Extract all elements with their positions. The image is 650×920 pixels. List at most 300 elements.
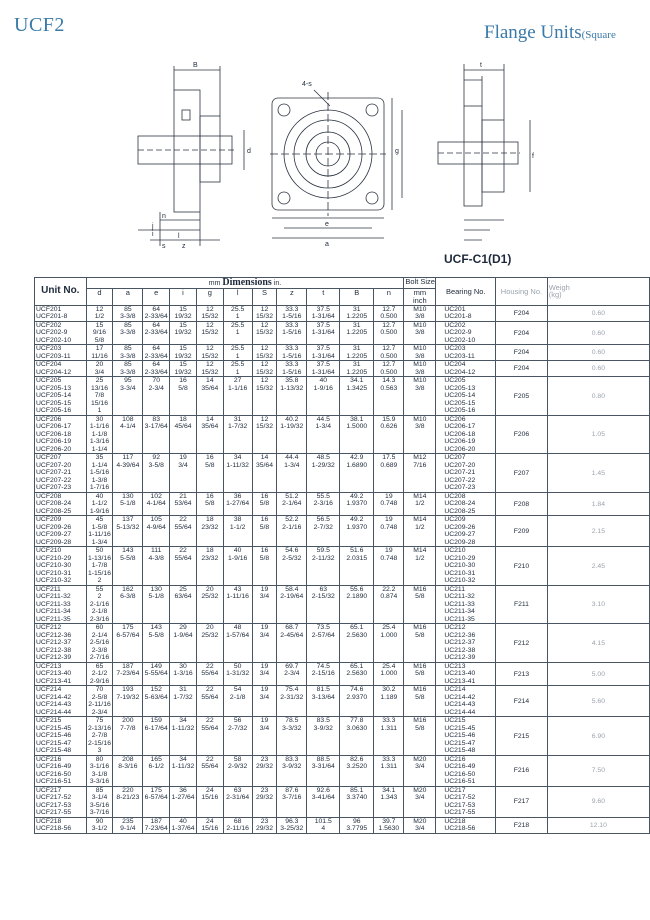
header-dim-t: t bbox=[307, 289, 340, 306]
dim-n-cell-line: 12.7 bbox=[382, 305, 396, 313]
unit-no-cell-line: UCF215-48 bbox=[36, 747, 72, 755]
dim-i-cell-line: 63/64 bbox=[174, 593, 192, 601]
dim-d-cell-line: 2-11/16 bbox=[88, 701, 111, 709]
dim-d-cell-line: 2-9/16 bbox=[89, 677, 110, 685]
dim-e-cell-line: 64 bbox=[152, 361, 160, 369]
dim-z-cell bbox=[277, 547, 307, 586]
dim-a-cell-line: 130 bbox=[122, 492, 134, 500]
dim-g-cell bbox=[196, 361, 223, 377]
dim-z-cell bbox=[277, 492, 307, 516]
dim-a-cell bbox=[113, 547, 143, 586]
dim-g-cell-line: 15/16 bbox=[201, 825, 219, 833]
dim-d-cell bbox=[86, 415, 113, 454]
dim-b-cell bbox=[340, 717, 374, 756]
bearing-no-cell-line: UC212-37 bbox=[444, 639, 476, 647]
dim-t-cell bbox=[307, 345, 340, 361]
dim-d-cell-line: 1-1/8 bbox=[91, 430, 108, 438]
dim-d-cell-line: 11/16 bbox=[91, 352, 108, 360]
bearing-no-cell-line: UC206-17 bbox=[444, 423, 476, 431]
bolt-size-cell-line: M12 bbox=[413, 454, 427, 462]
dim-i-cell-line: 15 bbox=[179, 305, 187, 313]
dim-a-cell-line: 187 bbox=[122, 662, 134, 670]
dim-e-cell-line: 165 bbox=[150, 755, 162, 763]
dim-z-cell-line: 1-13/32 bbox=[280, 384, 304, 392]
unit-no-cell-line: UCF206 bbox=[36, 415, 62, 423]
bearing-no-cell-line: UC207-21 bbox=[444, 469, 476, 477]
housing-no-cell: F218 bbox=[496, 817, 548, 833]
header-dim-l: l bbox=[223, 289, 252, 306]
dim-b-cell bbox=[340, 321, 374, 345]
dim-g-cell-line: 5/8 bbox=[205, 500, 215, 508]
bearing-no-cell-line: UC214-42 bbox=[444, 693, 476, 701]
dim-t-cell-line: 48.5 bbox=[316, 454, 330, 462]
bearing-no-cell bbox=[436, 662, 496, 686]
dim-n-cell bbox=[374, 624, 404, 663]
dim-n-cell-line: 17.5 bbox=[382, 454, 396, 462]
header-dim-z: z bbox=[277, 289, 307, 306]
dim-z-cell-line: 58.4 bbox=[285, 585, 299, 593]
unit-no-cell bbox=[35, 361, 87, 377]
weight-cell: 6.90 bbox=[547, 717, 649, 756]
dim-n-cell bbox=[374, 662, 404, 686]
label-z: z bbox=[182, 243, 186, 250]
dim-b-cell bbox=[340, 305, 374, 321]
table-row bbox=[35, 786, 650, 817]
dim-s-cell bbox=[252, 377, 277, 416]
dim-s-cell-line: 5/8 bbox=[259, 554, 270, 562]
dim-d-cell-line: 1-1/4 bbox=[91, 445, 108, 453]
housing-no-cell: F206 bbox=[496, 415, 548, 454]
dim-s-cell-line: 19 bbox=[260, 585, 269, 593]
dim-a-cell-line: 117 bbox=[122, 454, 134, 462]
dim-d-cell-line: 2-1/2 bbox=[91, 670, 108, 678]
unit-no-cell-line: UCF213 bbox=[36, 662, 62, 670]
dim-n-cell bbox=[374, 755, 404, 786]
dim-n-cell-line: 1.343 bbox=[380, 794, 398, 802]
bearing-no-cell-line: UC217-55 bbox=[444, 809, 476, 817]
dim-t-cell-line: 1-31/64 bbox=[311, 352, 335, 360]
dim-t-cell-line: 44.5 bbox=[316, 415, 330, 423]
dim-g-cell-line: 15/32 bbox=[201, 313, 219, 321]
unit-no-cell-line: UCF213-40 bbox=[36, 670, 72, 678]
dim-l-cell bbox=[223, 492, 252, 516]
dim-a-cell-line: 235 bbox=[122, 817, 134, 825]
dim-n-cell-line: 0.500 bbox=[380, 329, 398, 337]
dim-b-cell bbox=[340, 755, 374, 786]
dim-t-cell bbox=[307, 662, 340, 686]
dim-a-cell-line: 95 bbox=[124, 377, 132, 385]
dim-d-cell-line: 3-1/8 bbox=[91, 770, 108, 778]
unit-no-cell-line: UCF217 bbox=[36, 786, 62, 794]
housing-no-cell: F208 bbox=[496, 492, 548, 516]
bearing-no-cell-line: UC215-48 bbox=[444, 747, 476, 755]
page-title bbox=[484, 22, 616, 44]
dim-n-cell-line: 25.4 bbox=[382, 624, 396, 632]
dim-d-cell bbox=[86, 755, 113, 786]
dim-z-cell-line: 2-1/64 bbox=[282, 500, 302, 508]
dim-s-cell bbox=[252, 454, 277, 493]
dim-e-cell-line: 92 bbox=[152, 454, 160, 462]
label-e: e bbox=[325, 221, 329, 228]
dim-z-cell-line: 75.4 bbox=[285, 686, 299, 694]
dim-s-cell-line: 3/4 bbox=[259, 724, 270, 732]
dim-b-cell-line: 2.1890 bbox=[346, 593, 368, 601]
dim-d-cell-line: 45 bbox=[95, 516, 104, 524]
header-bolt-units bbox=[404, 289, 436, 306]
header-dim-d: d bbox=[86, 289, 113, 306]
bearing-no-cell-line: UC214-44 bbox=[444, 708, 476, 716]
dim-e-cell-line: 64 bbox=[152, 321, 160, 329]
dim-t-cell bbox=[307, 305, 340, 321]
unit-no-cell-line: UCF203-11 bbox=[36, 352, 71, 360]
dim-e-cell-line: 105 bbox=[150, 516, 162, 524]
dim-t-cell-line: 63 bbox=[319, 585, 328, 593]
dim-z-cell-line: 1-3/4 bbox=[284, 461, 300, 469]
dim-z-cell-line: 2-1/16 bbox=[282, 523, 302, 531]
dim-g-cell-line: 55/64 bbox=[201, 763, 219, 771]
bearing-no-cell bbox=[436, 345, 496, 361]
bearing-no-cell-line: UC209 bbox=[444, 516, 466, 524]
header-bearing-no: Bearing No. bbox=[436, 278, 496, 306]
housing-no-cell: F204 bbox=[496, 345, 548, 361]
dim-e-cell bbox=[143, 492, 170, 516]
dim-z-cell-line: 87.6 bbox=[285, 786, 299, 794]
dim-g-cell bbox=[196, 454, 223, 493]
bearing-no-cell-line: UC204 bbox=[444, 361, 466, 369]
housing-no-cell: F216 bbox=[496, 755, 548, 786]
dim-d-cell-line: 50 bbox=[95, 547, 104, 555]
front-view bbox=[270, 90, 402, 238]
dim-i-cell-line: 34 bbox=[179, 755, 187, 763]
housing-no-cell: F204 bbox=[496, 305, 548, 321]
weight-cell: 3.10 bbox=[547, 585, 649, 624]
dim-b-cell-line: 31 bbox=[353, 305, 361, 313]
dim-a-cell-line: 5-13/32 bbox=[116, 523, 140, 531]
dim-t-cell-line: 56.5 bbox=[316, 516, 330, 524]
dim-z-cell bbox=[277, 786, 307, 817]
dim-g-cell-line: 16 bbox=[206, 454, 214, 462]
dim-s-cell-line: 12 bbox=[260, 377, 269, 385]
dim-g-cell-line: 20 bbox=[206, 585, 214, 593]
dim-n-cell-line: 15.9 bbox=[382, 415, 396, 423]
bearing-no-cell bbox=[436, 686, 496, 717]
bearing-no-cell-line: UC213-41 bbox=[444, 677, 476, 685]
bearing-no-cell-line: UC206-18 bbox=[444, 430, 476, 438]
series-code: UCF2 bbox=[14, 14, 65, 36]
unit-no-cell bbox=[35, 345, 87, 361]
bearing-no-cell-line: UC208-24 bbox=[444, 500, 476, 508]
dim-t-cell-line: 55.5 bbox=[316, 492, 330, 500]
label-j: j bbox=[152, 223, 154, 230]
dim-i-cell bbox=[170, 547, 197, 586]
dim-d-cell-line: 13/16 bbox=[90, 384, 108, 392]
dim-e-cell-line: 5-5/8 bbox=[148, 631, 164, 639]
housing-no-cell: F217 bbox=[496, 786, 548, 817]
unit-no-cell-line: UCF216-51 bbox=[36, 778, 72, 786]
bolt-size-cell-line: M10 bbox=[413, 305, 427, 313]
weight-cell: 1.05 bbox=[547, 415, 649, 454]
unit-no-cell-line: UCF212-38 bbox=[36, 646, 72, 654]
header-bolt-mm: mm bbox=[413, 288, 427, 298]
unit-no-cell bbox=[35, 662, 87, 686]
dim-a-cell-line: 208 bbox=[122, 755, 134, 763]
dim-n-cell-line: 39.7 bbox=[382, 817, 396, 825]
dim-d-cell-line: 2-5/16 bbox=[89, 639, 110, 647]
dim-e-cell-line: 4-9/64 bbox=[146, 523, 166, 531]
weight-cell: 4.15 bbox=[547, 624, 649, 663]
dim-i-cell-line: 34 bbox=[179, 717, 187, 725]
dim-s-cell-line: 14 bbox=[260, 454, 269, 462]
dim-t-cell bbox=[307, 516, 340, 547]
dim-t-cell bbox=[307, 755, 340, 786]
bearing-no-cell bbox=[436, 321, 496, 345]
dim-b-cell-line: 74.6 bbox=[350, 686, 364, 694]
dim-n-cell bbox=[374, 547, 404, 586]
dim-e-cell-line: 6-1/2 bbox=[148, 763, 164, 771]
dim-d-cell-line: 15 bbox=[95, 321, 104, 329]
dim-s-cell-line: 15/32 bbox=[255, 384, 273, 392]
bolt-size-cell-line: M10 bbox=[413, 361, 427, 369]
dim-a-cell-line: 220 bbox=[122, 786, 134, 794]
housing-no-cell: F210 bbox=[496, 547, 548, 586]
dim-t-cell-line: 3-31/64 bbox=[311, 763, 335, 771]
dim-l-cell-line: 1-27/64 bbox=[226, 500, 250, 508]
weight-cell: 2.15 bbox=[547, 516, 649, 547]
dim-b-cell-line: 49.2 bbox=[350, 516, 364, 524]
dim-l-cell-line: 25.5 bbox=[231, 321, 245, 329]
weight-cell: 1.84 bbox=[547, 492, 649, 516]
dim-i-cell-line: 5/8 bbox=[178, 384, 188, 392]
dim-s-cell-line: 12 bbox=[260, 415, 269, 423]
unit-no-cell-line: UCF214 bbox=[36, 686, 62, 694]
dim-e-cell-line: 175 bbox=[150, 786, 162, 794]
dim-d-cell-line: 2-1/4 bbox=[91, 631, 108, 639]
housing-no-cell: F215 bbox=[496, 717, 548, 756]
bolt-size-cell-line: M10 bbox=[413, 345, 427, 353]
dim-l-cell bbox=[223, 817, 252, 833]
dim-d-cell-line: 1-5/16 bbox=[89, 469, 110, 477]
dim-i-cell bbox=[170, 415, 197, 454]
dim-d-cell-line: 9/16 bbox=[92, 329, 107, 337]
dim-z-cell bbox=[277, 305, 307, 321]
dim-n-cell bbox=[374, 516, 404, 547]
dim-a-cell-line: 85 bbox=[124, 345, 132, 353]
dim-s-cell-line: 5/8 bbox=[259, 523, 270, 531]
label-t: t bbox=[480, 62, 482, 69]
bearing-no-cell-line: UC212-39 bbox=[444, 654, 476, 662]
dim-s-cell-line: 19 bbox=[260, 686, 269, 694]
unit-no-cell-line: UCF212-37 bbox=[36, 639, 72, 647]
dim-d-cell-line: 3-1/4 bbox=[91, 794, 108, 802]
dim-t-cell bbox=[307, 717, 340, 756]
dim-s-cell-line: 3/4 bbox=[259, 631, 270, 639]
dim-l-cell-line: 27 bbox=[233, 377, 242, 385]
dim-e-cell bbox=[143, 786, 170, 817]
dim-a-cell bbox=[113, 492, 143, 516]
dim-i-cell bbox=[170, 662, 197, 686]
bearing-no-cell-line: UC211-34 bbox=[444, 608, 475, 616]
dim-l-cell-line: 1 bbox=[235, 313, 240, 321]
dim-z-cell-line: 44.4 bbox=[285, 454, 299, 462]
bearing-no-cell-line: UC207-23 bbox=[444, 484, 476, 492]
dim-e-cell-line: 70 bbox=[152, 377, 160, 385]
dim-t-cell-line: 74.5 bbox=[316, 662, 330, 670]
dim-l-cell-line: 1-7/32 bbox=[228, 423, 248, 431]
dim-e-cell-line: 5-63/64 bbox=[144, 693, 168, 701]
dim-l-cell-line: 1-11/16 bbox=[226, 593, 249, 601]
bolt-size-cell-line: 5/8 bbox=[415, 631, 425, 639]
dim-e-cell-line: 102 bbox=[150, 492, 162, 500]
dim-a-cell-line: 9-1/4 bbox=[120, 825, 136, 833]
unit-no-cell bbox=[35, 717, 87, 756]
header-weight-label: Weigh bbox=[548, 282, 570, 292]
dim-a-cell bbox=[113, 686, 143, 717]
bolt-size-cell-line: 5/8 bbox=[415, 724, 425, 732]
dim-e-cell bbox=[143, 305, 170, 321]
bearing-no-cell-line: UC207-20 bbox=[444, 461, 476, 469]
dim-g-cell-line: 12 bbox=[206, 361, 214, 369]
dim-s-cell-line: 12 bbox=[260, 361, 269, 369]
dim-a-cell-line: 3-3/8 bbox=[120, 313, 136, 321]
dim-b-cell bbox=[340, 624, 374, 663]
dim-d-cell bbox=[86, 547, 113, 586]
bearing-no-cell-line: UC215 bbox=[444, 717, 466, 725]
dim-t-cell bbox=[307, 686, 340, 717]
unit-no-cell-line: UCF217-53 bbox=[36, 801, 72, 809]
dim-e-cell-line: 64 bbox=[152, 345, 160, 353]
dim-d-cell bbox=[86, 492, 113, 516]
bolt-size-cell bbox=[404, 345, 436, 361]
dim-b-cell bbox=[340, 492, 374, 516]
bolt-size-cell-line: M14 bbox=[413, 492, 427, 500]
bearing-no-cell-line: UC207-22 bbox=[444, 476, 476, 484]
table-row bbox=[35, 345, 650, 361]
dim-i-cell bbox=[170, 717, 197, 756]
unit-no-cell-line: UCF208-24 bbox=[36, 500, 72, 508]
bearing-no-cell-line: UC201-8 bbox=[444, 313, 472, 321]
dim-a-cell bbox=[113, 717, 143, 756]
dim-z-cell-line: 35.8 bbox=[285, 377, 299, 385]
unit-no-cell-line: UCF207-21 bbox=[36, 469, 72, 477]
dim-n-cell-line: 0.626 bbox=[380, 423, 398, 431]
dim-s-cell-line: 15/32 bbox=[255, 368, 273, 376]
dim-t-cell bbox=[307, 585, 340, 624]
dim-i-cell-line: 3/4 bbox=[178, 461, 188, 469]
dim-b-cell-line: 2.0315 bbox=[346, 554, 368, 562]
bearing-no-cell-line: UC212-36 bbox=[444, 631, 476, 639]
unit-no-cell bbox=[35, 755, 87, 786]
dim-i-cell bbox=[170, 817, 197, 833]
bearing-no-cell-line: UC216-51 bbox=[444, 778, 476, 786]
dim-t-cell bbox=[307, 361, 340, 377]
dim-t-cell-line: 2-11/32 bbox=[311, 554, 335, 562]
header-dim-n: n bbox=[374, 289, 404, 306]
unit-no-cell-line: UCF208-25 bbox=[36, 507, 72, 515]
dim-g-cell bbox=[196, 786, 223, 817]
dim-a-cell bbox=[113, 454, 143, 493]
dim-z-cell bbox=[277, 624, 307, 663]
dim-s-cell-line: 15/32 bbox=[255, 313, 273, 321]
weight-cell: 0.60 bbox=[547, 345, 649, 361]
dim-b-cell bbox=[340, 415, 374, 454]
dim-d-cell-line: 2-7/8 bbox=[91, 732, 108, 740]
dim-d-cell-line: 1-13/16 bbox=[87, 554, 112, 562]
weight-cell: 0.60 bbox=[547, 321, 649, 345]
dim-d-cell bbox=[86, 321, 113, 345]
dim-d-cell-line: 2-15/16 bbox=[87, 739, 112, 747]
dim-s-cell-line: 23 bbox=[260, 817, 269, 825]
unit-no-cell-line: UCF215-45 bbox=[36, 724, 72, 732]
dim-l-cell bbox=[223, 547, 252, 586]
dim-e-cell-line: 3-5/8 bbox=[148, 461, 164, 469]
dim-b-cell-line: 3.3740 bbox=[346, 794, 368, 802]
dim-d-cell-line: 2 bbox=[97, 577, 102, 585]
bolt-size-cell bbox=[404, 547, 436, 586]
dim-b-cell-line: 77.8 bbox=[350, 717, 364, 725]
bearing-no-cell-line: UC208 bbox=[444, 492, 466, 500]
dim-z-cell-line: 33.3 bbox=[285, 345, 299, 353]
dim-n-cell bbox=[374, 492, 404, 516]
dim-l-cell-line: 25.5 bbox=[231, 305, 245, 313]
dim-n-cell-line: 1.5630 bbox=[378, 825, 400, 833]
bolt-size-cell bbox=[404, 516, 436, 547]
dim-t-cell-line: 2-7/32 bbox=[313, 523, 333, 531]
dim-e-cell-line: 2-33/64 bbox=[144, 352, 168, 360]
dim-g-cell-line: 15/32 bbox=[201, 329, 219, 337]
dim-z-cell-line: 3-7/16 bbox=[282, 794, 302, 802]
dim-s-cell-line: 29/32 bbox=[255, 794, 273, 802]
dim-a-cell bbox=[113, 345, 143, 361]
dim-a-cell-line: 6-3/8 bbox=[120, 593, 136, 601]
weight-cell: 5.00 bbox=[547, 662, 649, 686]
dim-t-cell-line: 2-57/64 bbox=[311, 631, 335, 639]
unit-no-cell-line: UCF217-55 bbox=[36, 809, 72, 817]
dim-a-cell-line: 4-39/64 bbox=[116, 461, 140, 469]
unit-no-cell-line: UCF206-17 bbox=[36, 423, 72, 431]
dim-z-cell-line: 54.6 bbox=[285, 547, 299, 555]
header-dim-s: S bbox=[252, 289, 277, 306]
dim-n-cell-line: 0.500 bbox=[380, 313, 398, 321]
dim-g-cell-line: 24 bbox=[206, 786, 214, 794]
dim-e-cell-line: 5-1/8 bbox=[148, 593, 164, 601]
table-row bbox=[35, 492, 650, 516]
dim-d-cell-line: 20 bbox=[95, 361, 104, 369]
dim-z-cell-line: 3-3/32 bbox=[282, 724, 302, 732]
dim-g-cell-line: 20 bbox=[206, 624, 214, 632]
dim-e-cell-line: 7-23/64 bbox=[144, 825, 168, 833]
bearing-no-cell-line: UC206-20 bbox=[444, 445, 476, 453]
dim-b-cell-line: 31 bbox=[353, 321, 361, 329]
dim-l-cell bbox=[223, 624, 252, 663]
dim-e-cell bbox=[143, 585, 170, 624]
dim-a-cell bbox=[113, 361, 143, 377]
bolt-size-cell bbox=[404, 755, 436, 786]
dim-d-cell-line: 2-3/16 bbox=[89, 615, 110, 623]
dim-e-cell-line: 6-57/64 bbox=[144, 794, 168, 802]
dim-z-cell-line: 33.3 bbox=[285, 361, 299, 369]
dim-n-cell-line: 0.500 bbox=[380, 368, 398, 376]
dim-d-cell-line: 3-1/16 bbox=[89, 763, 110, 771]
bearing-no-cell-line: UC217-52 bbox=[444, 794, 476, 802]
dim-b-cell-line: 1.2205 bbox=[346, 368, 368, 376]
dim-i-cell-line: 15 bbox=[179, 361, 187, 369]
dim-d-cell bbox=[86, 662, 113, 686]
dim-i-cell bbox=[170, 755, 197, 786]
dim-z-cell-line: 52.2 bbox=[285, 516, 299, 524]
header-dim-mm: mm bbox=[208, 280, 221, 287]
unit-no-cell-line: UCF213-41 bbox=[36, 677, 72, 685]
dim-b-cell bbox=[340, 686, 374, 717]
